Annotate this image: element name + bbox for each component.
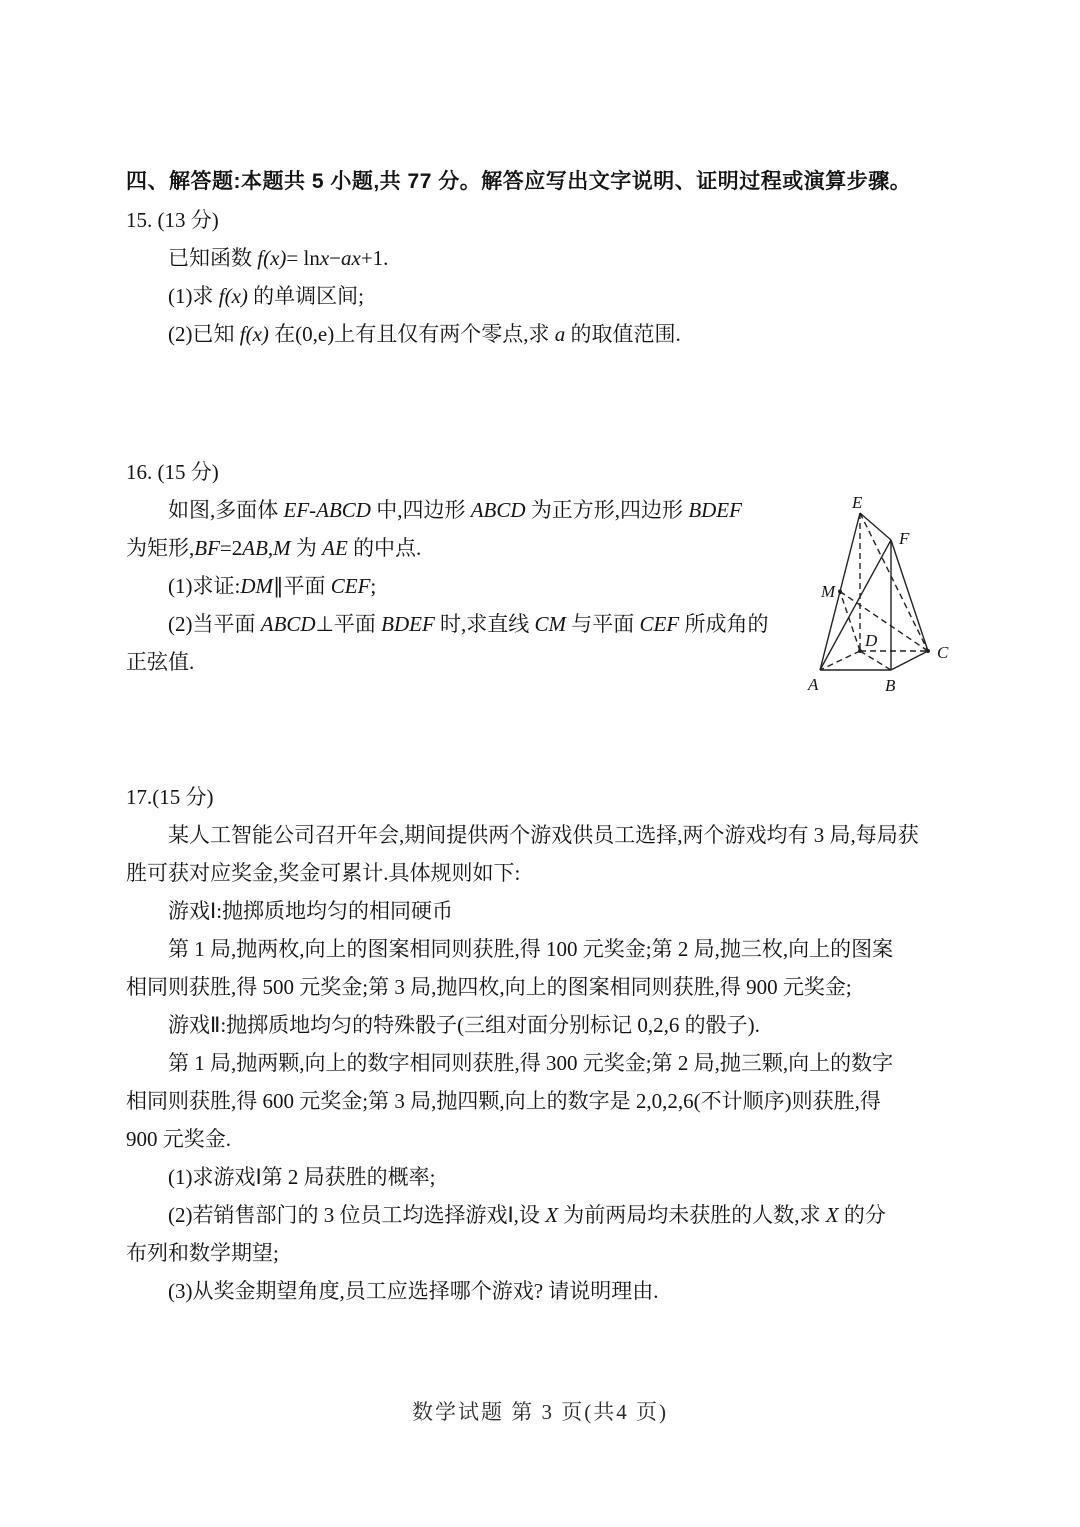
question-16-heading: 16. (15 分): [126, 460, 219, 484]
question-17-line-1: 某人工智能公司召开年会,期间提供两个游戏供员工选择,两个游戏均有 3 局,每局获: [168, 823, 919, 847]
question-16-line-2: 为矩形,BF=2AB,M 为 AE 的中点.: [126, 536, 422, 560]
vertex-label-F: F: [899, 529, 910, 548]
vertex-label-C: C: [937, 643, 949, 662]
question-17-heading: 17.(15 分): [126, 785, 214, 809]
vertex-dot-M: [838, 590, 842, 594]
question-15-line-1: 已知函数 f(x)= lnx−ax+1.: [168, 246, 389, 270]
question-17-line-11: (2)若销售部门的 3 位员工均选择游戏Ⅰ,设 X 为前两局均未获胜的人数,求 X 的分: [168, 1203, 886, 1227]
polyhedron-diagram: [788, 478, 1018, 713]
question-17-line-4: 第 1 局,抛两枚,向上的图案相同则获胜,得 100 元奖金;第 2 局,抛三枚,向上的图案: [168, 937, 894, 961]
question-15-line-3: (2)已知 f(x) 在(0,e)上有且仅有两个零点,求 a 的取值范围.: [168, 322, 681, 346]
question-17-line-2: 胜可获对应奖金,奖金可累计.具体规则如下:: [126, 861, 521, 885]
segment-DM-hidden: [840, 592, 860, 652]
vertex-label-A: A: [808, 675, 819, 694]
segment-MC-hidden: [840, 592, 928, 652]
vertex-label-E: E: [852, 493, 863, 512]
vertex-dot-C: [926, 649, 930, 653]
question-17: [126, 778, 956, 1310]
edge-DA-hidden: [820, 651, 860, 670]
question-15-heading: 15. (13 分): [126, 208, 219, 232]
vertex-label-M: M: [821, 582, 836, 601]
edge-EF: [860, 513, 891, 540]
vertex-label-B: B: [885, 676, 896, 695]
question-16-line-3: (1)求证:DM∥平面 CEF;: [168, 574, 377, 598]
section-header: 四、解答题:本题共 5 小题,共 77 分。解答应写出文字说明、证明过程或演算步骤。: [126, 170, 912, 193]
question-17-line-10: (1)求游戏Ⅰ第 2 局获胜的概率;: [168, 1165, 436, 1189]
question-15: [126, 201, 956, 353]
question-17-line-6: 游戏Ⅱ:抛掷质地均匀的特殊骰子(三组对面分别标记 0,2,6 的骰子).: [168, 1013, 760, 1037]
question-16-line-5: 正弦值.: [126, 650, 195, 674]
edge-BC: [891, 651, 928, 670]
question-17-line-5: 相同则获胜,得 500 元奖金;第 3 局,抛四枚,向上的图案相同则获胜,得 900 元奖金;: [126, 975, 852, 999]
question-16-line-4: (2)当平面 ABCD⊥平面 BDEF 时,求直线 CM 与平面 CEF 所成角的: [168, 612, 769, 636]
question-17-line-8: 相同则获胜,得 600 元奖金;第 3 局,抛四颗,向上的数字是 2,0,2,6(不计顺序)则获胜,得: [126, 1089, 881, 1113]
vertex-dot-D: [858, 649, 862, 653]
page-footer: 数学试题 第 3 页(共4 页): [412, 1400, 668, 1424]
question-15-line-2: (1)求 f(x) 的单调区间;: [168, 284, 364, 308]
question-16-line-1: 如图,多面体 EF-ABCD 中,四边形 ABCD 为正方形,四边形 BDEF: [168, 498, 742, 522]
page-content: [126, 163, 956, 1310]
question-17-line-9: 900 元奖金.: [126, 1127, 231, 1151]
question-17-line-12: 布列和数学期望;: [126, 1241, 279, 1265]
vertex-label-D: D: [865, 631, 878, 650]
question-17-line-7: 第 1 局,抛两颗,向上的数字相同则获胜,得 300 元奖金;第 2 局,抛三颗,向上的数字: [168, 1051, 894, 1075]
figure-polyhedron-q16: [788, 478, 1018, 713]
edge-CF: [891, 540, 928, 651]
edge-DB-hidden: [860, 651, 891, 670]
question-17-line-13: (3)从奖金期望角度,员工应选择哪个游戏? 请说明理由.: [168, 1279, 659, 1303]
question-17-line-3: 游戏Ⅰ:抛掷质地均匀的相同硬币: [168, 899, 454, 923]
